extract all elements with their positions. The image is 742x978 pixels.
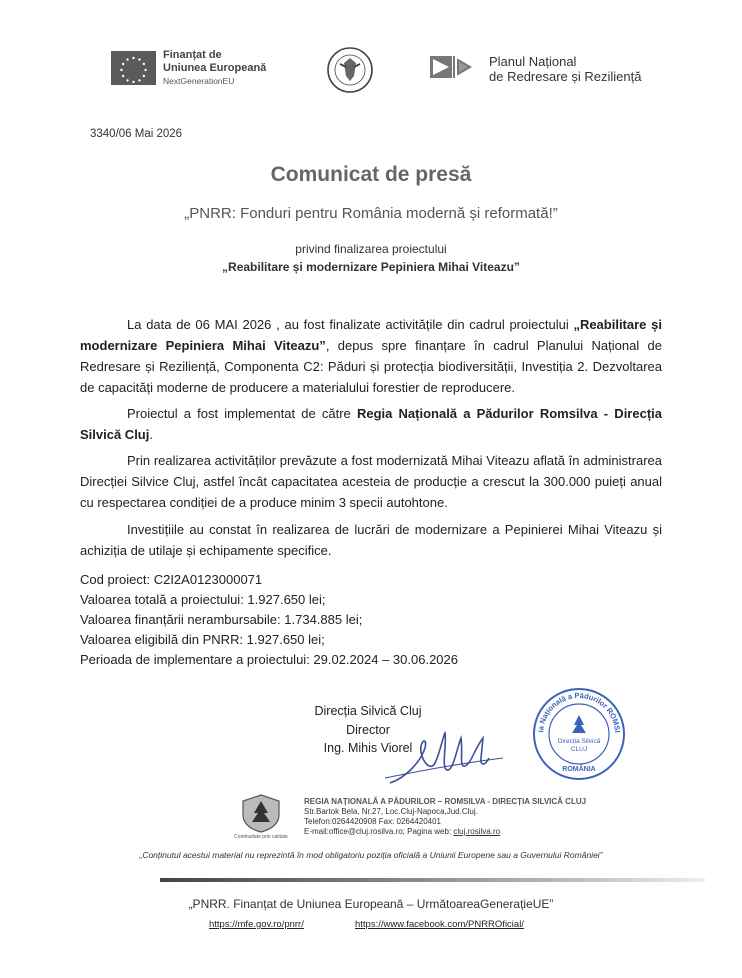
page-title: Comunicat de presă — [270, 163, 472, 186]
footer-divider — [160, 878, 705, 882]
signature-name: Ing. Mihis Viorel — [323, 741, 413, 755]
eu-flag-logo — [111, 51, 156, 85]
paragraph-4 — [80, 519, 662, 561]
rosilva-website-link[interactable]: cluj.rosilva.ro — [453, 827, 501, 836]
eu-line3: NextGenerationEU — [163, 76, 235, 86]
p1-text-a: La data de 06 MAI 2026 , au fost finalizate activitățile din cadrul proiectului — [127, 317, 574, 332]
about-line: privind finalizarea proiectului — [295, 242, 447, 256]
project-grant-value: Valoarea finanțării nerambursabile: 1.734.885 lei; — [80, 612, 363, 627]
rosilva-line1: REGIA NAȚIONALĂ A PĂDURILOR – ROMSILVA - DIRECȚIA SILVICĂ CLUJ — [304, 797, 587, 806]
pnrr-line1: Planul Național — [489, 54, 577, 69]
stamp-outer-text: ia Națională a Pădurilor ROMSI — [536, 690, 622, 733]
rosilva-logo — [237, 793, 285, 833]
footer-link-mfe[interactable]: https://mfe.gov.ro/pnrr/ — [209, 919, 304, 930]
project-total-value: Valoarea totală a proiectului: 1.927.650 lei; — [80, 592, 326, 607]
p1-text-c: , depus spre finanțare în cadrul Planului Național de Redresare și Reziliență, Componenta C2: Păduri și protecția biodiversității, Investiția 2. Dezvoltarea de capacități moderne de producere a materialului forestier de reproducere. — [80, 338, 662, 395]
rosilva-line4 — [304, 827, 586, 837]
project-code: Cod proiect: C2I2A0123000071 — [80, 572, 263, 587]
p2-text-c: . — [149, 427, 153, 442]
rosilva-email: E-mail:office@cluj.rosilva.ro; Pagina web: — [304, 827, 454, 836]
signature-org: Direcția Silvică Cluj — [314, 704, 422, 718]
rosilva-line2: Str.Bartok Bela, Nr.27, Loc.Cluj-Napoca,Jud.Cluj. — [304, 807, 478, 816]
p1-project-name: „Reabilitare și modernizare Pepiniera Mihai Viteazu” — [80, 317, 662, 353]
government-seal-logo — [326, 46, 374, 94]
paragraph-1 — [80, 314, 662, 398]
eu-line1: Finanțat de — [163, 49, 222, 61]
official-stamp — [530, 685, 628, 783]
pnrr-logo-icon — [430, 54, 478, 80]
paragraph-2 — [80, 403, 662, 445]
pnrr-logo-text — [489, 54, 641, 84]
p2-text-a: Proiectul a fost implementat de către — [127, 406, 357, 421]
p4-text: Investițiile au constat în realizarea de lucrări de modernizare a Pepinierei Mihai Viteazu și achiziția de utilaje și echipamente specifice. — [80, 522, 662, 558]
disclaimer: „Conținutul acestui material nu reprezintă în mod obligatoriu poziția oficială a Uniunii Europene sau a Guvernului României” — [139, 850, 603, 860]
footer-link-facebook[interactable]: https://www.facebook.com/PNRROficial/ — [355, 919, 524, 930]
stamp-inner-line2: CLUJ — [570, 746, 588, 753]
page-subtitle: „PNRR: Fonduri pentru România modernă și reformată!” — [184, 205, 558, 222]
project-period: Perioada de implementare a proiectului: 29.02.2024 – 30.06.2026 — [80, 652, 458, 667]
stamp-bottom-text: ROMÂNIA — [562, 766, 596, 773]
pnrr-line2: de Redresare și Reziliență — [489, 69, 642, 84]
project-info — [80, 570, 458, 670]
p2-implementer: Regia Națională a Pădurilor Romsilva - Direcția Silvică Cluj — [80, 406, 662, 442]
rosilva-line3: Telefon:0264420908 Fax: 0264420401 — [304, 817, 442, 826]
project-eligible-value: Valoarea eligibilă din PNRR: 1.927.650 lei; — [80, 632, 325, 647]
handwritten-signature — [385, 728, 505, 788]
paragraph-3 — [80, 450, 662, 513]
project-name: „Reabilitare și modernizare Pepiniera Mihai Viteazu” — [222, 260, 520, 274]
eu-line2: Uniunea Europeană — [163, 62, 267, 74]
signature-role: Director — [346, 722, 390, 737]
rosilva-logo-caption: Continuitate prin calitate — [234, 834, 288, 840]
rosilva-contact — [304, 797, 586, 837]
footer-slogan: „PNRR. Finanțat de Uniunea Europeană – UrmătoareaGenerațieUE” — [188, 897, 554, 911]
stamp-inner-line1: Direcția Silvică — [557, 738, 601, 745]
document-reference: 3340/06 Mai 2026 — [90, 128, 183, 140]
p3-text: Prin realizarea activităților prevăzute a fost modernizată Mihai Viteazu aflată în administrarea Direcției Silvice Cluj, astfel încât capacitatea acesteia de producție a crescut la 300.000 puieți anual cu respectarea condiției de a produce minim 3 specii autohtone. — [80, 453, 662, 510]
eu-funding-text — [163, 49, 266, 88]
